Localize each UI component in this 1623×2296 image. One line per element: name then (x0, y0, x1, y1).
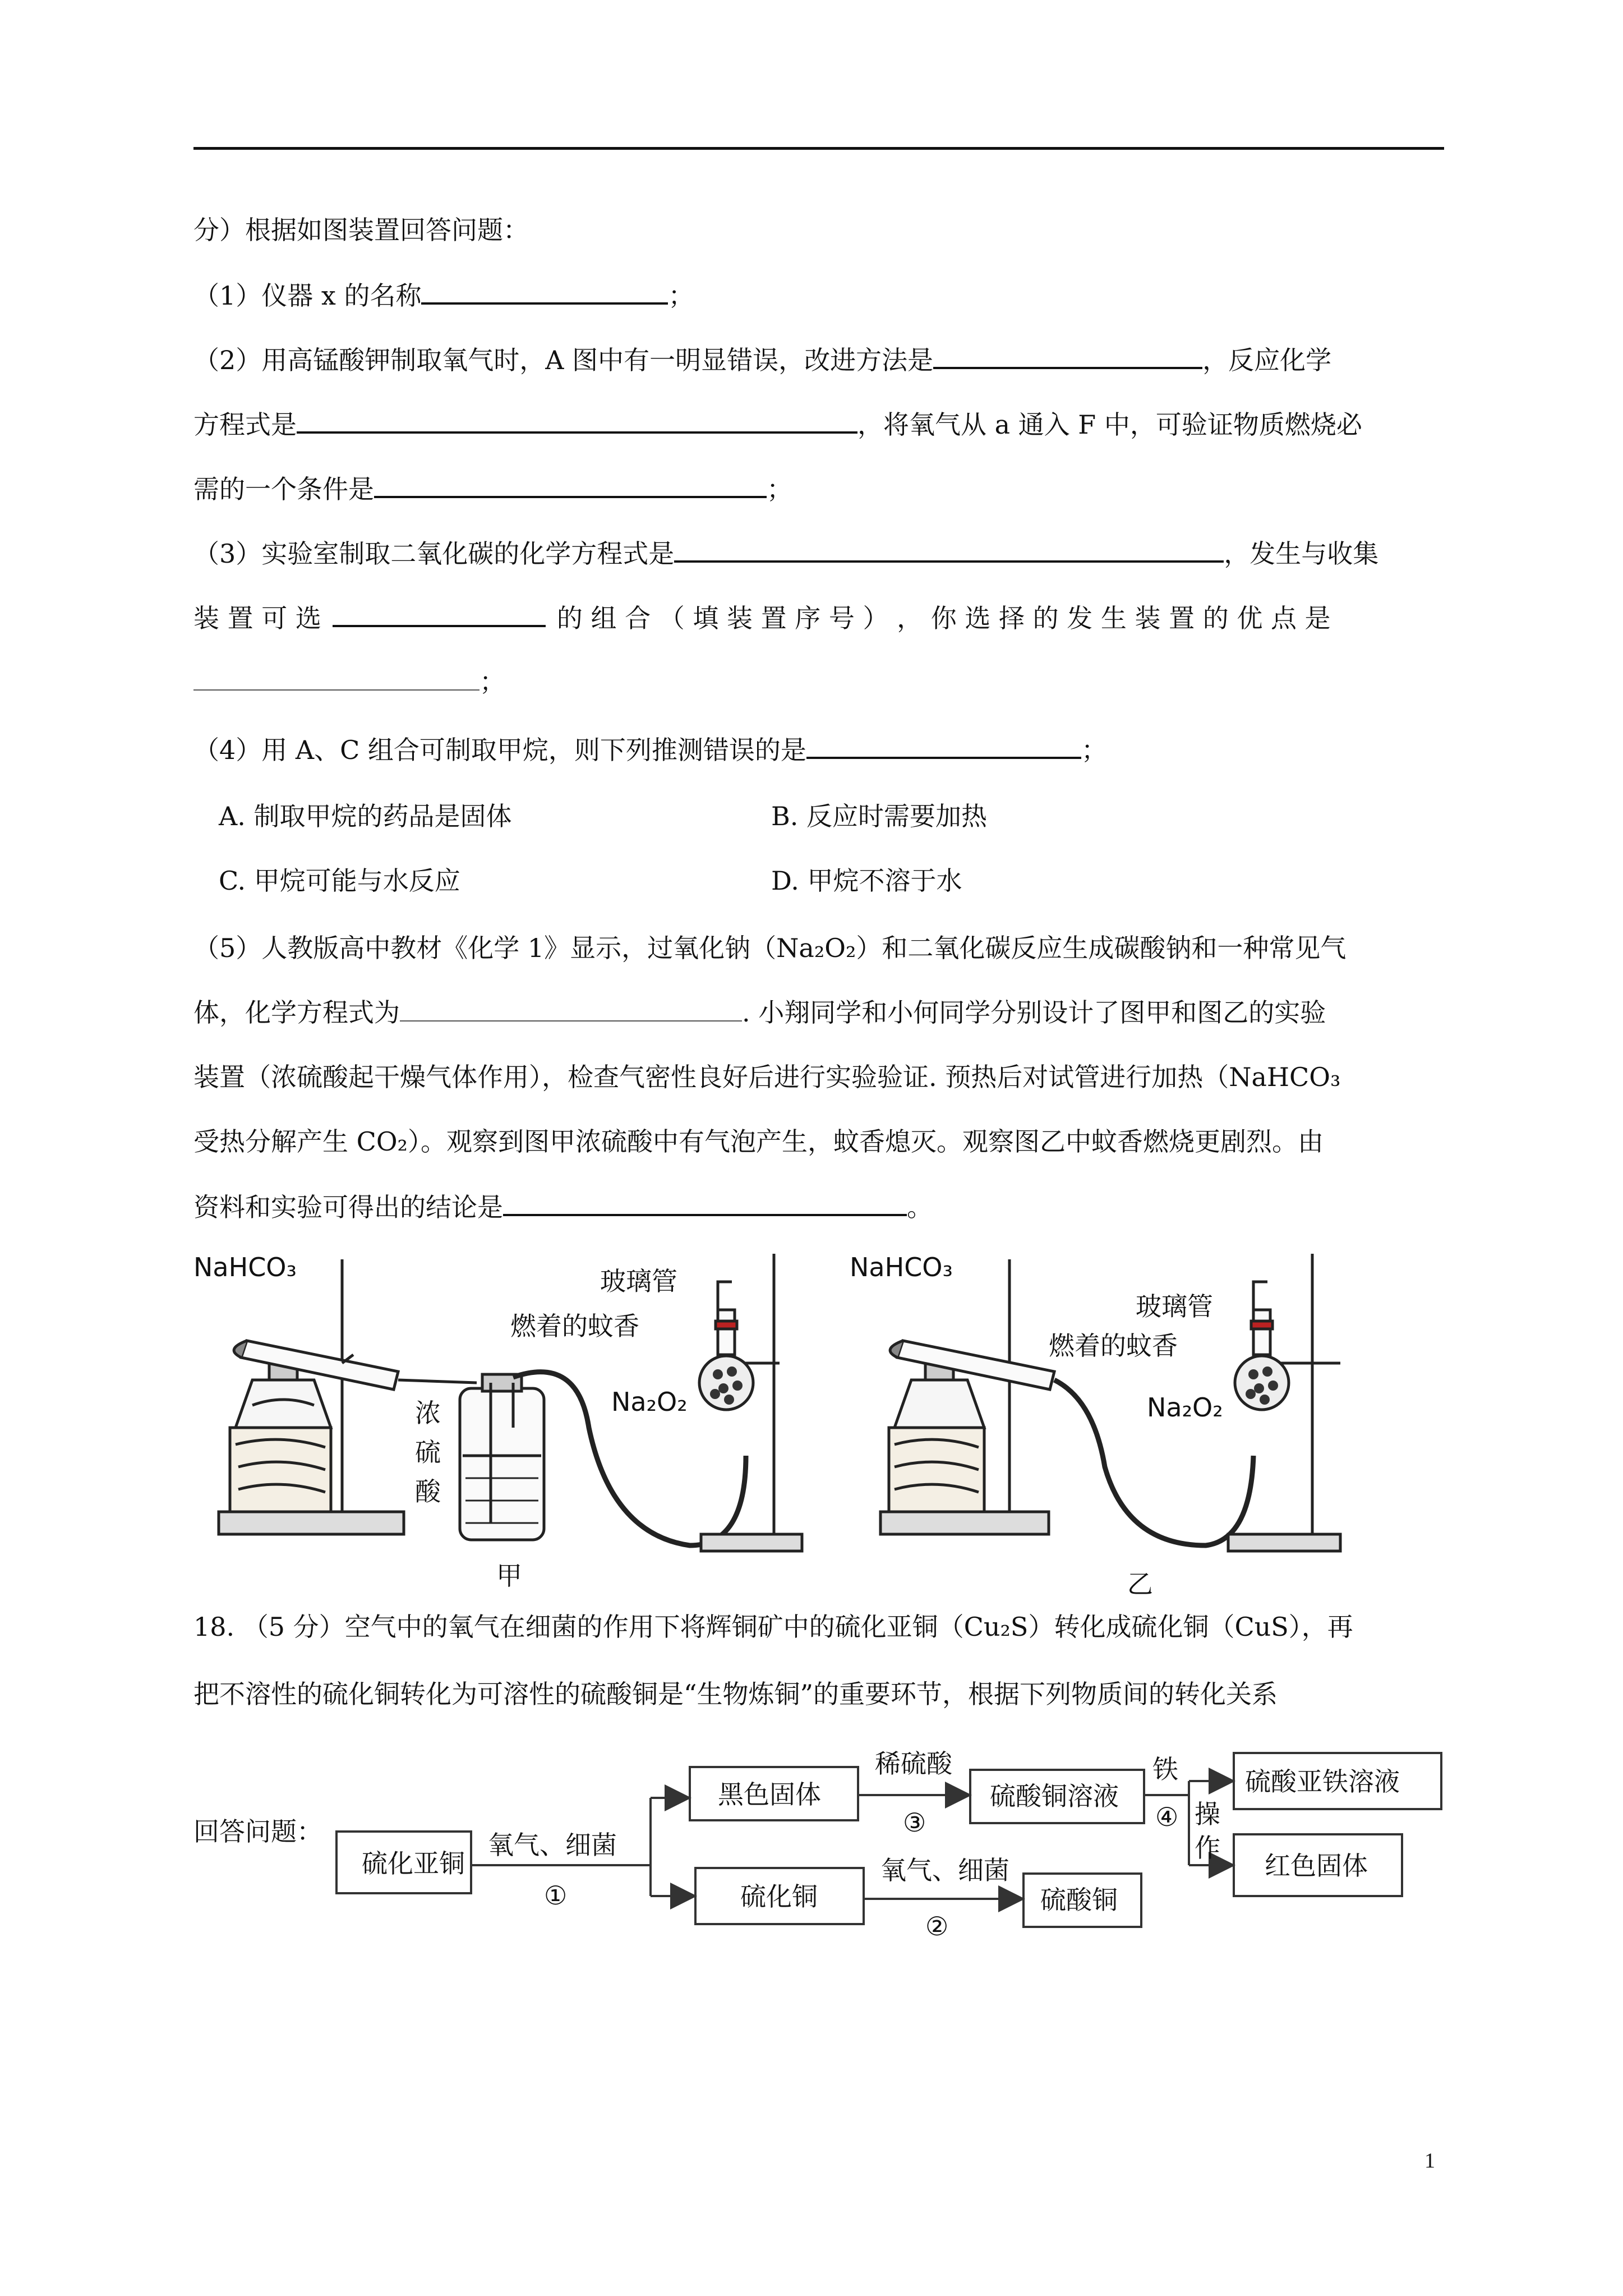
answer-blank-3b[interactable] (333, 600, 546, 627)
arrow4-num: ④ (1155, 1802, 1179, 1832)
page-number: 1 (1424, 2149, 1435, 2173)
arrow1-num: ① (544, 1880, 568, 1911)
answer-blank-3c[interactable] (193, 665, 479, 691)
flow-red-label: 红色固体 (1265, 1851, 1368, 1881)
label-glass-tube-right: 玻璃管 (1136, 1291, 1213, 1322)
question-3c: ； (193, 665, 505, 698)
header-rule (193, 147, 1444, 150)
flow-cu2s-label: 硫化亚铜 (362, 1848, 465, 1879)
label-glass-tube-left: 玻璃管 (600, 1266, 677, 1296)
arrow2-num: ② (925, 1911, 949, 1941)
conversion-flowchart (325, 1722, 1447, 1958)
arrow4-label: 铁 (1152, 1754, 1178, 1784)
question-3a: （3）实验室制取二氧化碳的化学方程式是 ，发生与收集 (193, 536, 1378, 570)
label-yi: 乙 (1127, 1569, 1153, 1599)
label-acid-3: 酸 (415, 1476, 441, 1507)
question-5a: （5）人教版高中教材《化学 1》显示，过氧化钠（Na₂O₂）和二氧化碳反应生成碳酸钠和一种常见气 (193, 933, 1347, 963)
flow-feso4-label: 硫酸亚铁溶液 (1245, 1766, 1400, 1797)
question-3b: 装 置 可 选 的 组 合 （ 填 装 置 序 号 ） ， 你 选 择 的 发 生 装 置 的 优 点 是 (193, 600, 1331, 635)
question-4: （4）用 A、C 组合可制取甲烷，则下列推测错误的是 ； (193, 732, 1107, 767)
question-2a: （2）用高锰酸钾制取氧气时，A 图中有一明显错误，改进方法是 ，反应化学 (193, 342, 1331, 377)
question-5e: 资料和实验可得出的结论是 。 (193, 1189, 933, 1224)
option-c: C. 甲烷可能与水反应 (219, 866, 460, 896)
question-2b: 方程式是 ，将氧气从 a 通入 F 中，可验证物质燃烧必 (193, 407, 1362, 441)
label-incense-left: 燃着的蚊香 (510, 1311, 639, 1341)
label-nahco3-right: NaHCO₃ (850, 1252, 953, 1282)
label-na2o2-left: Na₂O₂ (611, 1387, 688, 1417)
question-5b: 体，化学方程式为 . 小翔同学和小何同学分别设计了图甲和图乙的实验 (193, 996, 1326, 1029)
question-5d: 受热分解产生 CO₂）。观察到图甲浓硫酸中有气泡产生，蚊香熄灭。观察图乙中蚊香燃烧更剧烈。由 (193, 1126, 1324, 1157)
option-b: B. 反应时需要加热 (771, 801, 988, 831)
answer-blank-2b[interactable] (297, 407, 857, 434)
flow-cuso4-sol-label: 硫酸铜溶液 (990, 1781, 1119, 1811)
arrow3-num: ③ (903, 1807, 926, 1838)
intro-line: 分）根据如图装置回答问题： (193, 215, 529, 245)
label-jia: 甲 (496, 1561, 522, 1591)
flow-cus-label: 硫化铜 (740, 1881, 818, 1912)
option-a: A. 制取甲烷的药品是固体 (219, 801, 512, 831)
question-18b: 把不溶性的硫化铜转化为可溶性的硫酸铜是“生物炼铜”的重要环节，根据下列物质间的转化关系 (193, 1679, 1278, 1709)
apparatus-jia (219, 1254, 802, 1551)
flow-black-label: 黑色固体 (718, 1779, 821, 1810)
arrow4-op2: 作 (1195, 1833, 1220, 1863)
question-1: （1）仪器 x 的名称 ； (193, 278, 694, 312)
label-acid-1: 浓 (415, 1398, 441, 1428)
question-18a: 18. （5 分）空气中的氧气在细菌的作用下将辉铜矿中的硫化亚铜（Cu₂S）转化成硫化铜（CuS），再 (193, 1612, 1353, 1642)
arrow2-label: 氧气、细菌 (880, 1855, 1009, 1885)
label-incense-right: 燃着的蚊香 (1049, 1331, 1178, 1361)
label-na2o2-right: Na₂O₂ (1147, 1392, 1223, 1423)
answer-blank-5b[interactable] (400, 996, 742, 1022)
answer-blank-2a[interactable] (933, 342, 1202, 369)
arrow1-label: 氧气、细菌 (488, 1830, 617, 1860)
question-18c: 回答问题： (193, 1816, 322, 1847)
answer-blank-4[interactable] (806, 732, 1081, 759)
arrow3-label: 稀硫酸 (875, 1749, 952, 1779)
answer-blank-2c[interactable] (374, 471, 767, 498)
label-nahco3-left: NaHCO₃ (193, 1252, 297, 1282)
answer-blank-1[interactable] (421, 278, 668, 305)
label-acid-2: 硫 (415, 1437, 441, 1467)
flow-cuso4-label: 硫酸铜 (1040, 1885, 1118, 1915)
answer-blank-5e[interactable] (503, 1189, 907, 1216)
apparatus-figure (185, 1243, 1391, 1607)
apparatus-yi (880, 1254, 1340, 1551)
option-d: D. 甲烷不溶于水 (771, 866, 962, 896)
arrow4-op1: 操 (1195, 1799, 1220, 1829)
question-2c: 需的一个条件是 ； (193, 471, 792, 506)
question-5c: 装置（浓硫酸起干燥气体作用），检查气密性良好后进行实验验证. 预热后对试管进行加热（NaHCO₃ (193, 1062, 1341, 1092)
answer-blank-3a[interactable] (674, 536, 1224, 563)
